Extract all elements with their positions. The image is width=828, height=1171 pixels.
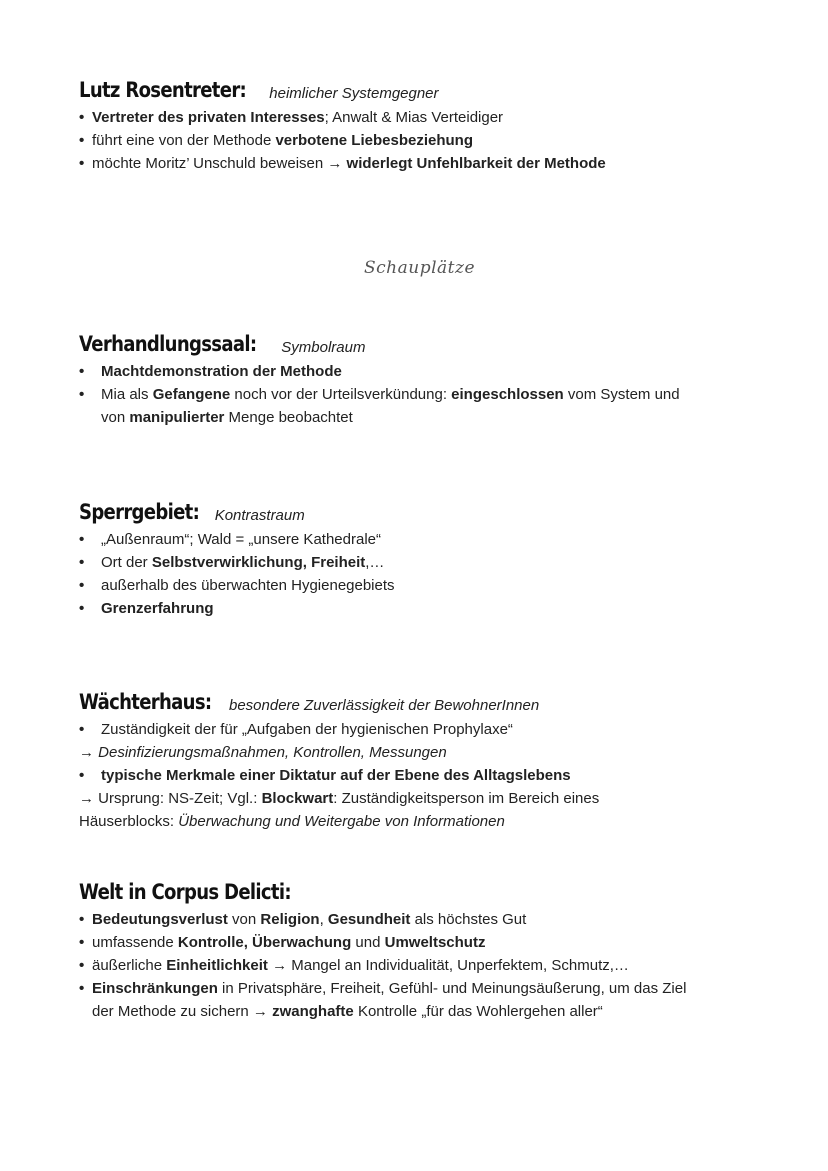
- list-item-continuation: [79, 406, 779, 429]
- bullet-list: [79, 360, 779, 429]
- bullet-icon: •: [79, 531, 85, 548]
- section-title: Wächterhaus:: [79, 690, 212, 714]
- text: Häuserblocks:: [79, 813, 179, 830]
- list-item: [79, 718, 779, 741]
- bold-text: Religion: [260, 911, 320, 928]
- list-item: [79, 152, 779, 175]
- text: umfassende: [92, 934, 178, 951]
- section-subtitle: besondere Zuverlässigkeit der BewohnerInnen: [229, 697, 540, 714]
- bullet-icon: •: [79, 155, 85, 172]
- list-item-continuation: [79, 1000, 779, 1023]
- text: als höchstes Gut: [410, 911, 527, 928]
- bullet-icon: •: [79, 554, 85, 571]
- bullet-icon: •: [79, 577, 85, 594]
- italic-text: Desinfizierungsmaßnahmen, Kontrollen, Messungen: [98, 744, 447, 761]
- bold-text: widerlegt Unfehlbarkeit der Methode: [346, 155, 606, 172]
- bold-text: typische Merkmale einer Diktatur auf der Ebene des Alltagslebens: [101, 767, 571, 784]
- section-title: Verhandlungssaal:: [79, 332, 257, 356]
- script-heading: Schauplätze: [364, 258, 476, 278]
- heading-row: [79, 494, 779, 524]
- bullet-list: [79, 106, 779, 175]
- heading-row: [79, 874, 779, 904]
- bullet-icon: •: [79, 957, 85, 974]
- bold-text: Einheitlichkeit: [166, 957, 268, 974]
- list-item: [79, 954, 779, 977]
- bold-text: eingeschlossen: [451, 386, 564, 403]
- bold-text: Umweltschutz: [384, 934, 486, 951]
- heading-row: [79, 72, 779, 102]
- list-item: [79, 764, 779, 787]
- section-subtitle: Symbolraum: [281, 339, 366, 356]
- text: Zuständigkeit der für „Aufgaben der hygienischen Prophylaxe“: [101, 721, 513, 738]
- section-sperrgebiet: [79, 494, 779, 620]
- text: möchte Moritz’ Unschuld beweisen →: [92, 155, 347, 172]
- bold-text: Gesundheit: [327, 911, 411, 928]
- text: „Außenraum“; Wald = „unsere Kathedrale“: [101, 531, 381, 548]
- arrow-line-continuation: [79, 810, 779, 833]
- bold-text: Machtdemonstration der Methode: [101, 363, 342, 380]
- bullet-icon: •: [79, 767, 85, 784]
- bullet-icon: •: [79, 109, 85, 126]
- text: äußerliche: [92, 957, 167, 974]
- bullet-icon: •: [79, 911, 85, 928]
- bullet-list: [79, 908, 779, 1023]
- list-item: [79, 574, 779, 597]
- text: Ort der: [101, 554, 152, 571]
- text: und: [351, 934, 385, 951]
- bold-text: Blockwart: [261, 790, 334, 807]
- text: Mia als: [101, 386, 153, 403]
- bold-text: Kontrolle, Überwachung: [177, 934, 352, 951]
- bold-text: Gefangene: [152, 386, 231, 403]
- section-waechterhaus: [79, 684, 779, 833]
- bullet-icon: •: [79, 934, 85, 951]
- heading-row: [79, 684, 779, 714]
- bullet-list: [79, 718, 779, 833]
- list-item: [79, 528, 779, 551]
- section-subtitle: heimlicher Systemgegner: [269, 85, 439, 102]
- section-subtitle: Kontrastraum: [214, 507, 305, 524]
- list-item: [79, 977, 779, 1000]
- bold-text: Bedeutungsverlust: [92, 911, 228, 928]
- arrow-line: [79, 741, 779, 764]
- list-item: [79, 908, 779, 931]
- bold-text: Vertreter des privaten Interesses: [92, 109, 325, 126]
- text: von: [227, 911, 261, 928]
- bold-text: Einschränkungen: [92, 980, 218, 997]
- text: von: [101, 409, 130, 426]
- section-verhandlungssaal: [79, 326, 779, 429]
- text: → Mangel an Individualität, Unperfektem, Schmutz,…: [267, 957, 629, 974]
- text: führt eine von der Methode: [92, 132, 276, 149]
- text: Menge beobachtet: [224, 409, 353, 426]
- arrow-line: [79, 787, 779, 810]
- text: außerhalb des überwachten Hygienegebiets: [101, 577, 395, 594]
- text: ,: [319, 911, 328, 928]
- bullet-icon: •: [79, 600, 85, 617]
- text: der Methode zu sichern →: [92, 1003, 273, 1020]
- bullet-icon: •: [79, 386, 85, 403]
- heading-row: [79, 326, 779, 356]
- text: ; Anwalt & Mias Verteidiger: [324, 109, 504, 126]
- bold-text: zwanghafte: [272, 1003, 354, 1020]
- bullet-icon: •: [79, 721, 85, 738]
- text: ,…: [365, 554, 385, 571]
- list-item: [79, 383, 779, 406]
- list-item: [79, 129, 779, 152]
- text: vom System und: [563, 386, 680, 403]
- section-welt: [79, 874, 779, 1023]
- section-title: Lutz Rosentreter:: [79, 78, 247, 102]
- section-title: Sperrgebiet:: [79, 500, 200, 524]
- bullet-icon: •: [79, 980, 85, 997]
- section-title: Welt in Corpus Delicti:: [79, 880, 291, 904]
- list-item: [79, 551, 779, 574]
- bold-text: verbotene Liebesbeziehung: [275, 132, 473, 149]
- list-item: [79, 106, 779, 129]
- bold-text: Selbstverwirklichung, Freiheit: [151, 554, 366, 571]
- bold-text: Grenzerfahrung: [101, 600, 214, 617]
- bullet-icon: •: [79, 132, 85, 149]
- text: : Zuständigkeitsperson im Bereich eines: [333, 790, 600, 807]
- arrow-icon: →: [79, 744, 99, 761]
- list-item: [79, 931, 779, 954]
- italic-text: Überwachung und Weitergabe von Informationen: [178, 813, 505, 830]
- section-rosentreter: [79, 72, 779, 175]
- bold-text: manipulierter: [129, 409, 225, 426]
- text: Kontrolle „für das Wohlergehen aller“: [353, 1003, 603, 1020]
- text: noch vor der Urteilsverkündung:: [230, 386, 452, 403]
- bullet-list: [79, 528, 779, 620]
- list-item: [79, 360, 779, 383]
- list-item: [79, 597, 779, 620]
- text: → Ursprung: NS-Zeit; Vgl.:: [79, 790, 262, 807]
- text: in Privatsphäre, Freiheit, Gefühl- und Meinungsäußerung, um das Ziel: [217, 980, 687, 997]
- bullet-icon: •: [79, 363, 85, 380]
